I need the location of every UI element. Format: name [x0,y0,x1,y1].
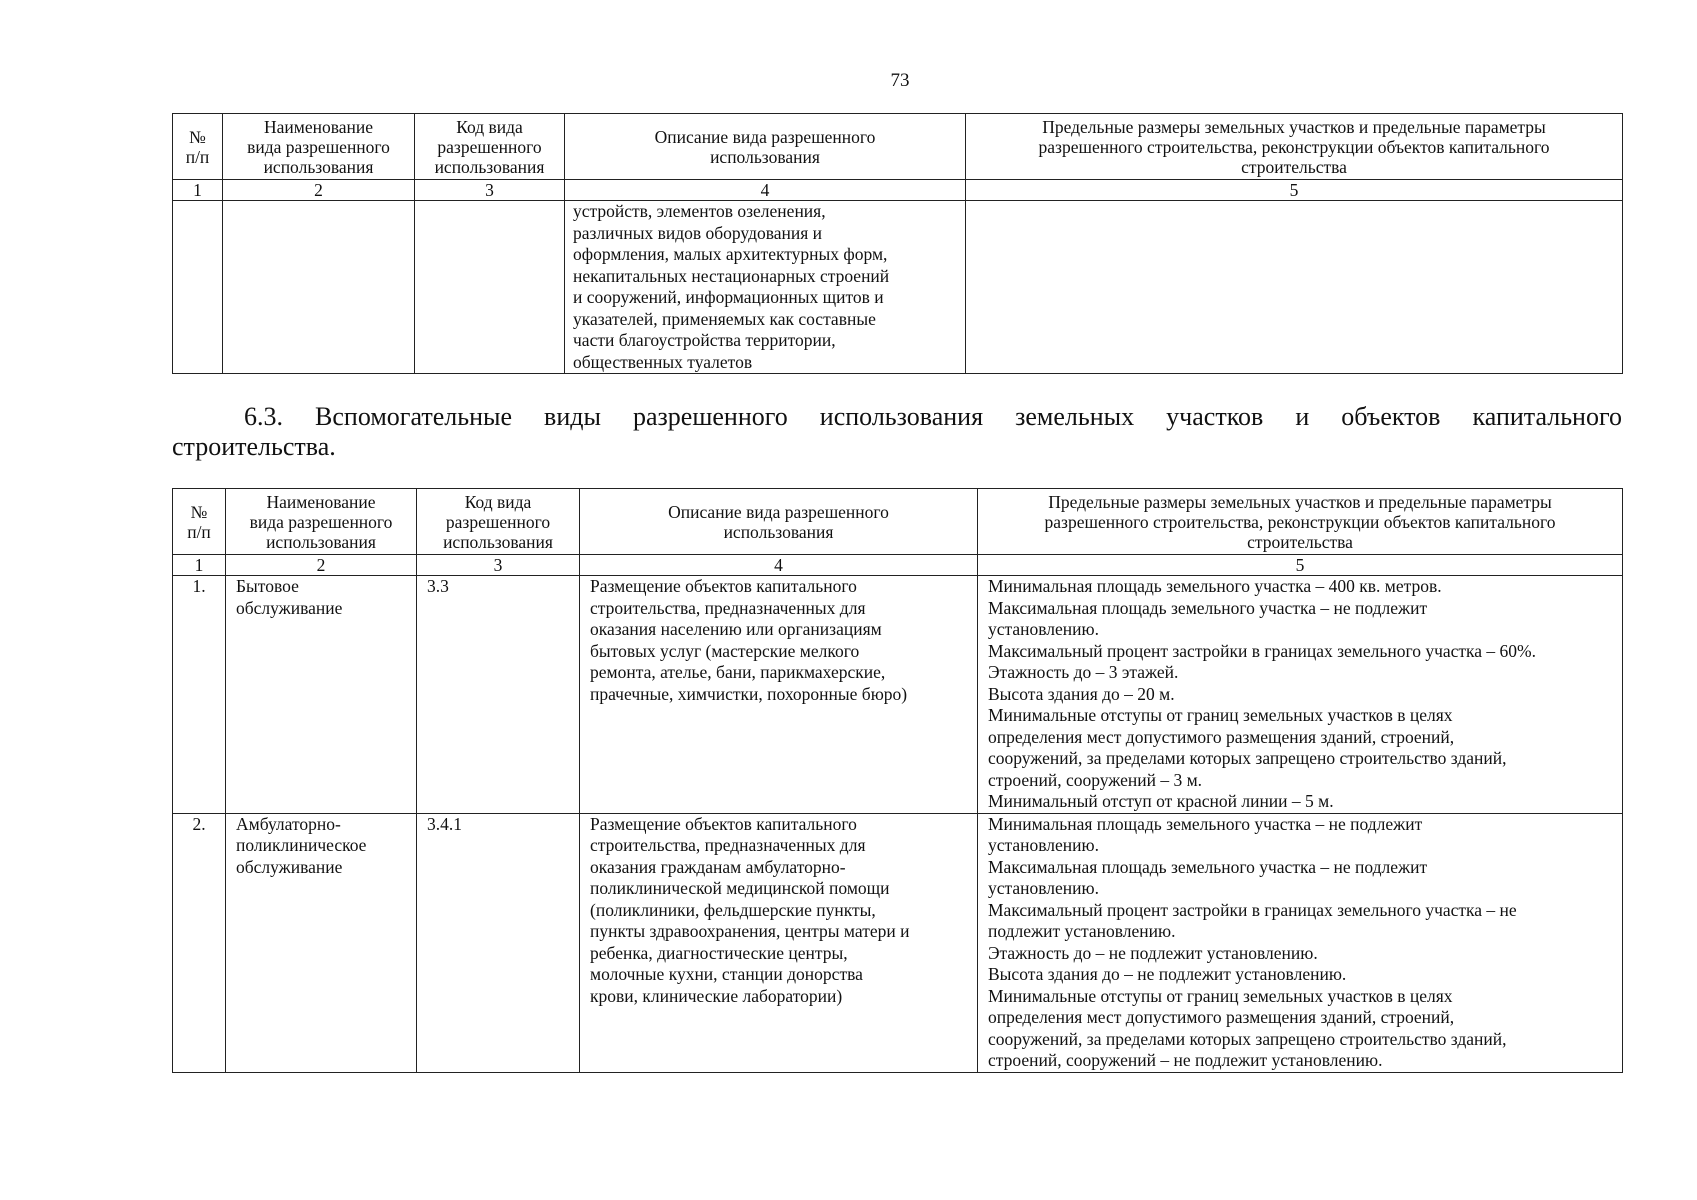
use-description-cell [580,576,978,814]
text-line: крови, клинические лаборатории) [590,985,843,1006]
column-number-3: 3 [415,180,565,201]
column-numbering-row [173,555,1623,576]
column-number-2: 2 [226,555,417,576]
use-code-cell: 3.4.1 [417,813,580,1072]
text-line: различных видов оборудования и [573,222,823,243]
text-line: обслуживание [236,856,343,877]
text-line: Максимальный процент застройки в границах земельного участка – 60%. [988,640,1537,661]
limit-parameters-cell [978,576,1623,814]
text-line: и сооружений, информационных щитов и [573,287,884,307]
limit-parameters-cell [978,813,1623,1072]
header-use-description: Описание вида разрешенного использования [580,489,978,555]
text-line: Амбулаторно- [236,813,341,834]
header-use-name: Наименование вида разрешенного использования [223,114,415,180]
text-line: Этажность до – 3 этажей. [988,662,1179,682]
table-row [173,813,1623,1072]
text-line: установлению. [988,878,1099,898]
table-header-row [173,489,1623,555]
text-line: оформления, малых архитектурных форм, [573,244,888,264]
column-number-5: 5 [978,555,1623,576]
header-use-code: Код вида разрешенного использования [417,489,580,555]
text-line: части благоустройства территории, [573,330,836,350]
empty-cell [173,201,223,374]
text-line: строений, сооружений – не подлежит установлению. [988,1050,1383,1070]
text-line: сооружений, за пределами которых запрещено строительство зданий, [988,748,1507,768]
text-line: оказания населению или организациям [590,619,882,639]
text-line: Минимальная площадь земельного участка – 400 кв. метров. [988,576,1442,596]
text-line: поликлиническое [236,835,367,855]
empty-cell [415,201,565,374]
row-number: 2. [173,813,226,1072]
text-line: поликлинической медицинской помощи [590,878,890,898]
text-line: Этажность до – не подлежит установлению. [988,942,1318,963]
empty-cell [223,201,415,374]
text-line: Максимальная площадь земельного участка – не подлежит [988,856,1428,877]
text-line: Размещение объектов капитального [590,813,857,834]
text-line: определения мест допустимого размещения зданий, строений, [988,726,1455,747]
column-number-2: 2 [223,180,415,201]
use-name-cell [226,813,417,1072]
text-line: некапитальных нестационарных строений [573,265,890,286]
text-line: сооружений, за пределами которых запрещено строительство зданий, [988,1028,1507,1049]
text-line: прачечные, химчистки, похоронные бюро) [590,683,908,704]
text-line: Минимальный отступ от красной линии – 5 м. [988,791,1334,811]
column-number-3: 3 [417,555,580,576]
table-row [173,201,1623,374]
auxiliary-uses-table [172,488,1623,1073]
use-name-cell [226,576,417,814]
header-use-description: Описание вида разрешенного использования [565,114,966,180]
column-numbering-row [173,180,1623,201]
text-line: бытовых услуг (мастерские мелкого [590,640,860,661]
use-description-cell [580,813,978,1072]
text-line: указателей, применяемых как составные [573,308,876,329]
table-row [173,576,1623,814]
column-number-4: 4 [580,555,978,576]
text-line: строительства, предназначенных для [590,835,866,855]
text-line: подлежит установлению. [988,921,1176,941]
use-code-cell: 3.3 [417,576,580,814]
text-line: ребенка, диагностические центры, [590,942,848,963]
row-number: 1. [173,576,226,814]
header-use-name: Наименование вида разрешенного использования [226,489,417,555]
column-number-1: 1 [173,180,223,201]
column-number-5: 5 [966,180,1623,201]
text-line: установлению. [988,835,1099,855]
continuation-table [172,113,1623,374]
page-number: 73 [890,70,910,91]
header-number: № п/п [173,489,226,555]
text-line: Максимальный процент застройки в границах земельного участка – не [988,899,1517,920]
text-line: пункты здравоохранения, центры матери и [590,921,910,941]
empty-cell [966,201,1623,374]
text-line: оказания гражданам амбулаторно- [590,856,846,877]
text-line: строительства, предназначенных для [590,597,866,618]
text-line: Бытовое [236,576,299,596]
text-line: Размещение объектов капитального [590,576,857,596]
column-number-1: 1 [173,555,226,576]
text-line: Высота здания до – не подлежит установлению. [988,964,1347,984]
header-number: № п/п [173,114,223,180]
text-line: Минимальные отступы от границ земельных участков в целях [988,985,1453,1006]
text-line: Высота здания до – 20 м. [988,683,1175,704]
column-number-4: 4 [565,180,966,201]
text-line: устройств, элементов озеленения, [573,201,826,221]
header-limit-parameters: Предельные размеры земельных участков и предельные параметры разрешенного строительства, реконструкции объектов капитального строительства [966,114,1623,180]
text-line: обслуживание [236,597,343,618]
table-header-row [173,114,1623,180]
text-line: Минимальная площадь земельного участка – не подлежит [988,813,1423,834]
continued-description-cell [565,201,966,374]
text-line: определения мест допустимого размещения зданий, строений, [988,1007,1455,1027]
text-line: ремонта, ателье, бани, парикмахерские, [590,662,886,682]
text-line: Максимальная площадь земельного участка – не подлежит [988,597,1428,618]
header-limit-parameters: Предельные размеры земельных участков и предельные параметры разрешенного строительства, реконструкции объектов капитального строительства [978,489,1623,555]
text-line: (поликлиники, фельдшерские пункты, [590,899,876,920]
header-use-code: Код вида разрешенного использования [415,114,565,180]
section-heading-line: 6.3. Вспомогательные виды разрешенного использования земельных участков и объектов капитального [244,402,1622,431]
text-line: общественных туалетов [573,351,753,372]
section-heading [172,402,1622,462]
text-line: установлению. [988,619,1099,639]
text-line: Минимальные отступы от границ земельных участков в целях [988,705,1453,725]
section-heading-line: строительства. [172,432,336,461]
text-line: строений, сооружений – 3 м. [988,769,1203,790]
text-line: молочные кухни, станции донорства [590,964,863,984]
